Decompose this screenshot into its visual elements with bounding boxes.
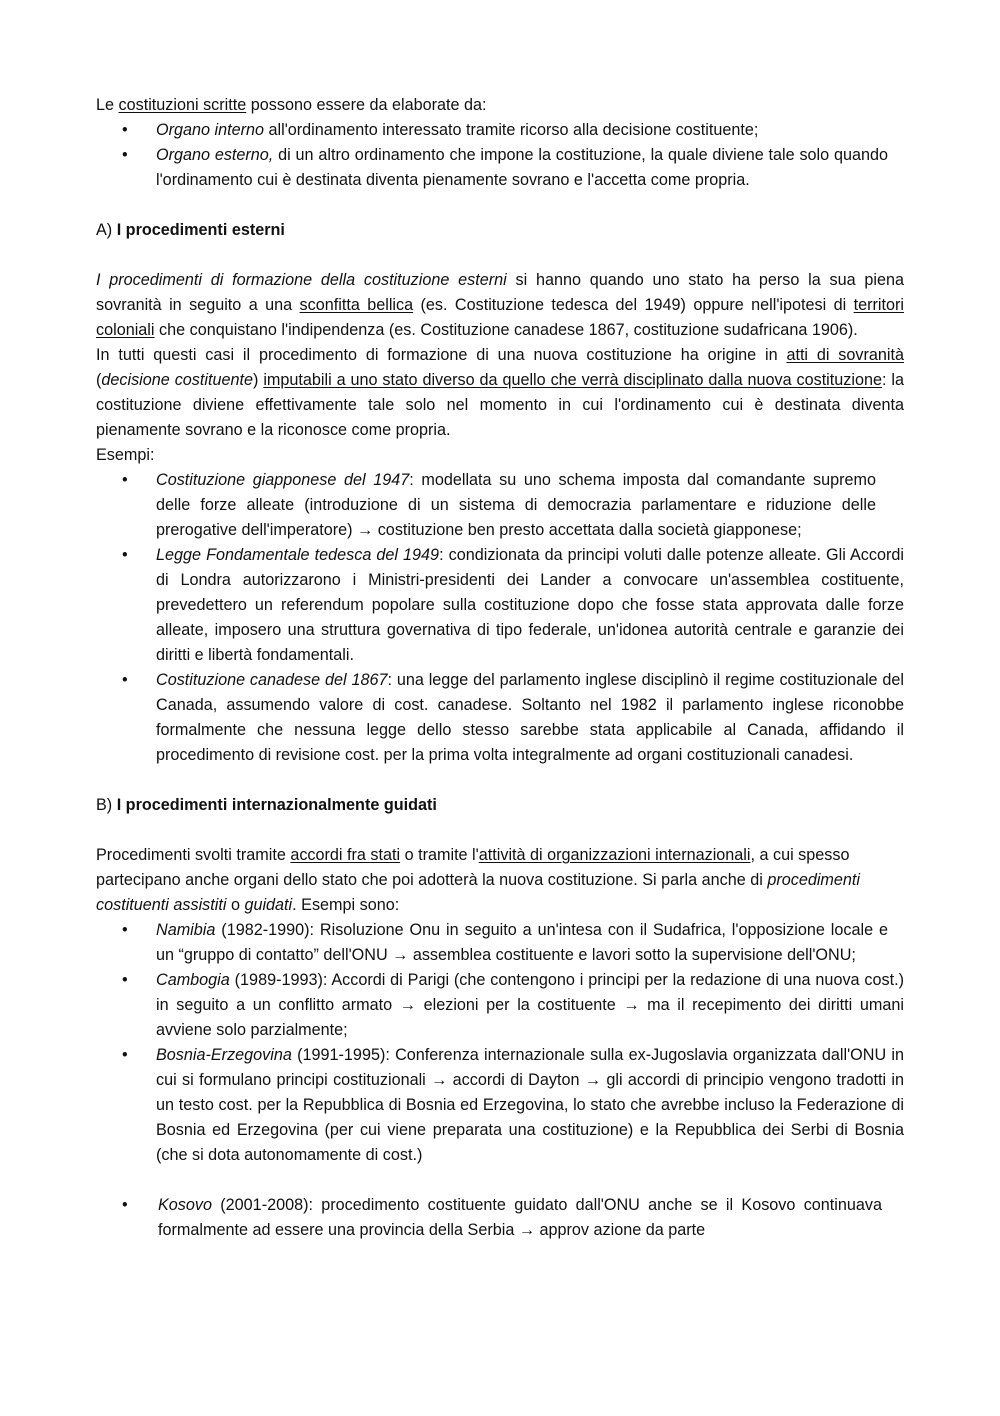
item-text: : modellata su uno schema imposta dal comandante supremo delle forze alleate (introduzione di un sistema di democrazia parlamentare e riduzione delle prerogative dell'imperatore) → costituzione ben presto accettata dalla società giapponese; — [156, 471, 876, 539]
para-italic: procedimenti costituenti assistiti — [96, 871, 861, 914]
section-b-paragraph-1 — [96, 843, 904, 918]
heading-title: I procedimenti esterni — [116, 221, 285, 239]
item-italic: Bosnia-Erzegovina — [156, 1046, 292, 1064]
document-page — [96, 93, 904, 1243]
para-underlined: sconfitta bellica — [299, 296, 414, 314]
para-text: In tutti questi casi il procedimento di formazione di una nuova costituzione ha origine in — [96, 346, 787, 364]
para-text: che conquistano l'indipendenza (es. Costituzione canadese 1867, costituzione sudafricana 1906). — [154, 321, 858, 339]
item-text: (1991-1995): Conferenza internazionale sulla ex-Jugoslavia organizzata dall'ONU in cui si formulano principi costituzionali → accordi di Dayton → gli accordi di principio vengono tradotti in un testo cost. per la Repubblica di Bosnia ed Erzegovina, lo stato che avrebbe incluso la Federazione di Bosnia ed Erzegovina (per cui viene preparata una costituzione) e la Repubblica dei Serbi di Bosnia (che si dota autonomamente di cost.) — [156, 1046, 904, 1164]
intro-text: Le — [96, 96, 119, 114]
item-italic: Kosovo — [158, 1196, 212, 1214]
examples-label: Esempi: — [96, 446, 155, 464]
para-text: o — [226, 896, 245, 914]
para-text: Procedimenti svolti tramite — [96, 846, 291, 864]
para-underlined: imputabili a uno stato diverso da quello che verrà disciplinato dalla nuova costituzione — [263, 371, 882, 389]
item-italic: Legge Fondamentale tedesca del 1949 — [156, 546, 440, 564]
item-italic: Organo esterno, — [156, 146, 274, 164]
para-text: si hanno quando uno stato ha perso la sua piena sovranità in seguito a una — [96, 271, 904, 314]
para-underlined: attività di organizzazioni internazionali — [478, 846, 751, 864]
item-text: (2001-2008): procedimento costituente guidato dall'ONU anche se il Kosovo continuava formalmente ad essere una provincia della Serbia → approv azione da parte — [158, 1196, 882, 1239]
list-item — [96, 668, 904, 768]
para-text: (es. Costituzione tedesca del 1949) oppure nell'ipotesi di — [413, 296, 854, 314]
item-text: di un altro ordinamento che impone la costituzione, la quale diviene tale solo quando l'ordinamento cui è destinata diventa pienamente sovrano e l'accetta come propria. — [156, 146, 888, 189]
para-italic: I procedimenti di formazione della costituzione esterni — [96, 271, 507, 289]
para-italic: guidati — [244, 896, 293, 914]
para-text: , a cui spesso partecipano anche organi dello stato che poi adotterà la nuova costituzione. Si parla anche di — [96, 846, 850, 889]
section-a-paragraph-2 — [96, 343, 904, 443]
item-text: all'ordinamento interessato tramite ricorso alla decisione costituente; — [264, 121, 759, 139]
para-italic: decisione costituente — [101, 371, 253, 389]
para-underlined: atti di sovranità — [786, 346, 904, 364]
item-italic: Organo interno — [156, 121, 264, 139]
section-b-list-continued — [96, 1193, 904, 1243]
para-text: . Esempi sono: — [292, 896, 400, 914]
item-text: (1989-1993): Accordi di Parigi (che contengono i principi per la redazione di una nuova cost.) in seguito a un conflitto armato → elezioni per la costituente → ma il recepimento dei diritti umani avviene solo parzialmente; — [156, 971, 904, 1039]
item-text: : condizionata da principi voluti dalle potenze alleate. Gli Accordi di Londra autorizzarono i Ministri-presidenti dei Lander a convocare un'assemblea costituente, prevedettero un referendum popolare sulla costituzione dopo che fosse stata approvata dalle forze alleate, imposero una struttura governativa di tipo federale, un'idonea autorità centrale e garanzie dei diritti e libertà fondamentali. — [156, 546, 904, 664]
heading-prefix: B) — [96, 796, 117, 814]
item-italic: Namibia — [156, 921, 216, 939]
item-italic: Costituzione giapponese del 1947 — [156, 471, 410, 489]
list-item — [96, 1043, 904, 1168]
para-text: : la costituzione diviene effettivamente tale solo nel momento in cui l'ordinamento cui è destinata diventa pienamente sovrano e la riconosce come propria. — [96, 371, 904, 439]
para-underlined: territori coloniali — [96, 296, 904, 339]
section-b-list — [96, 918, 904, 1168]
section-a-heading — [96, 218, 904, 243]
para-underlined: accordi fra stati — [290, 846, 401, 864]
list-item — [96, 918, 888, 968]
list-item — [96, 543, 904, 668]
item-italic: Costituzione canadese del 1867 — [156, 671, 388, 689]
list-item — [96, 118, 888, 143]
item-italic: Cambogia — [156, 971, 230, 989]
para-text: ( — [96, 371, 102, 389]
list-item — [96, 468, 876, 543]
item-text: (1982-1990): Risoluzione Onu in seguito a un'intesa con il Sudafrica, l'opposizione locale e un “gruppo di contatto” dell'ONU → assemblea costituente e lavori sotto la supervisione dell'ONU; — [156, 921, 888, 964]
heading-title: I procedimenti internazionalmente guidati — [116, 796, 437, 814]
section-a-paragraph-1 — [96, 268, 904, 343]
list-item — [96, 968, 904, 1043]
intro-paragraph — [96, 93, 904, 118]
section-b-heading — [96, 793, 904, 818]
section-a-list — [96, 468, 904, 768]
para-text: ) — [253, 371, 264, 389]
list-item — [96, 1193, 882, 1243]
intro-underlined: costituzioni scritte — [118, 96, 247, 114]
intro-text-end: possono essere da elaborate da: — [246, 96, 487, 114]
para-text: o tramite l' — [400, 846, 479, 864]
intro-list — [96, 118, 904, 193]
list-item — [96, 143, 888, 193]
heading-prefix: A) — [96, 221, 117, 239]
item-text: : una legge del parlamento inglese disciplinò il regime costituzionale del Canada, assumendo valore di cost. canadese. Soltanto nel 1982 il parlamento inglese riconobbe formalmente che nessuna legge dello stesso sarebbe stata applicabile al Canada, affidando il procedimento di revisione cost. per la prima volta integralmente ad organi costituzionali canadesi. — [156, 671, 904, 764]
